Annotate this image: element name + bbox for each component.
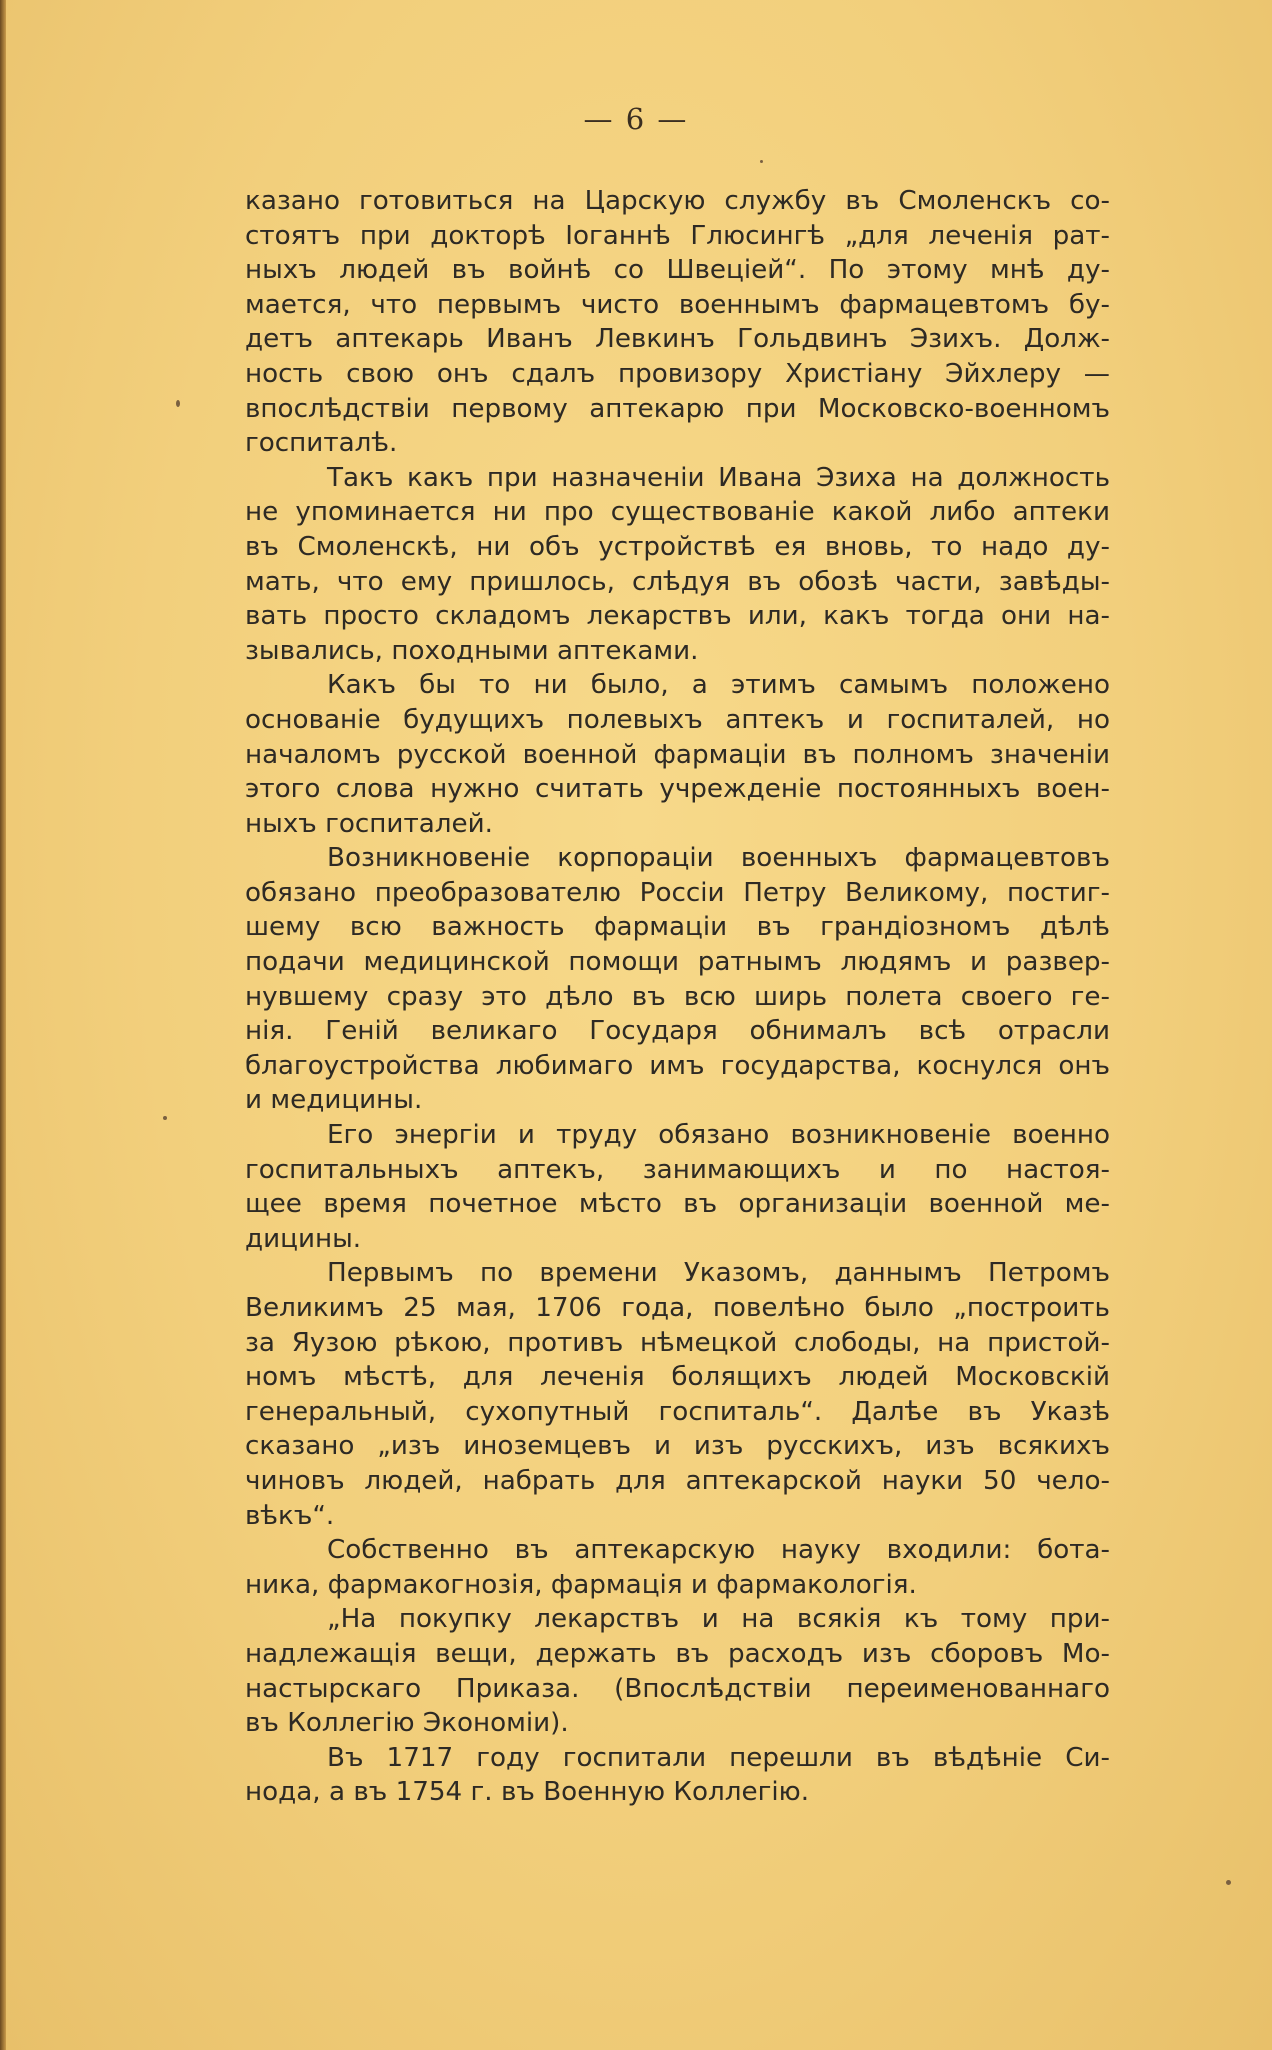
- text-line: генеральный, сухопутный госпиталь“. Далѣе въ Указѣ: [245, 1396, 1110, 1427]
- text-line: подачи медицинской помощи ратнымъ людямъ и развер-: [245, 947, 1110, 978]
- text-line: Возникновеніе корпораціи военныхъ фармацевтовъ: [327, 843, 1110, 874]
- text-line: началомъ русской военной фармаціи въ полномъ значеніи: [245, 739, 1110, 770]
- body-text: [245, 184, 1110, 1810]
- text-line: казано готовиться на Царскую службу въ Смоленскъ со-: [245, 186, 1110, 216]
- ink-speck: [760, 160, 763, 163]
- text-line: зывались, походными аптеками.: [245, 635, 699, 666]
- text-line: шему всю важность фармаціи въ грандіозномъ дѣлѣ: [245, 912, 1110, 943]
- text-line: Великимъ 25 мая, 1706 года, повелѣно было „построить: [245, 1293, 1110, 1323]
- text-line: Такъ какъ при назначеніи Ивана Эзиха на должность: [327, 462, 1110, 493]
- text-line: мается, что первымъ чисто военнымъ фармацевтомъ бу-: [245, 289, 1110, 320]
- text-line: не упоминается ни про существованіе какой либо аптеки: [245, 497, 1110, 528]
- text-line: „На покупку лекарствъ и на всякія къ тому при-: [327, 1604, 1110, 1635]
- text-line: ность свою онъ сдалъ провизору Христіану Эйхлеру —: [245, 358, 1110, 389]
- text-line: Его энергіи и труду обязано возникновеніе военно: [327, 1120, 1110, 1151]
- text-line: госпитальныхъ аптекъ, занимающихъ и по настоя-: [245, 1154, 1110, 1185]
- text-line: нувшему сразу это дѣло въ всю ширь полета своего ге-: [245, 981, 1110, 1012]
- text-line: ныхъ людей въ войнѣ со Швеціей“. По этому мнѣ ду-: [245, 255, 1110, 286]
- text-line: ника, фармакогнозія, фармація и фармакологія.: [245, 1569, 917, 1600]
- text-line: этого слова нужно считать учрежденіе постоянныхъ воен-: [245, 774, 1110, 805]
- text-line: обязано преобразователю Россіи Петру Великому, постиг-: [245, 877, 1110, 908]
- text-line: Первымъ по времени Указомъ, даннымъ Петромъ: [327, 1258, 1110, 1289]
- text-line: надлежащія вещи, держать въ расходъ изъ сборовъ Мо-: [245, 1638, 1110, 1669]
- text-line: Въ 1717 году госпитали перешли въ вѣдѣніе Си-: [327, 1742, 1110, 1773]
- text-line: основаніе будущихъ полевыхъ аптекъ и госпиталей, но: [245, 704, 1110, 735]
- text-line: вѣкъ“.: [245, 1500, 335, 1531]
- text-line: номъ мѣстѣ, для леченія болящихъ людей Московскій: [245, 1362, 1110, 1393]
- text-line: щее время почетное мѣсто въ организаціи военной ме-: [245, 1189, 1110, 1220]
- text-line: благоустройства любимаго имъ государства, коснулся онъ: [245, 1050, 1110, 1081]
- text-line: стоятъ при докторѣ Іоганнѣ Глюсингѣ „для леченія рат-: [245, 220, 1110, 251]
- text-line: чиновъ людей, набрать для аптекарской науки 50 чело-: [245, 1465, 1110, 1496]
- text-line: въ Коллегію Экономіи).: [245, 1708, 569, 1739]
- text-line: настырскаго Приказа. (Впослѣдствіи переименованнаго: [245, 1673, 1110, 1704]
- ink-speck: [176, 400, 180, 407]
- text-line: ныхъ госпиталей.: [245, 808, 493, 839]
- ink-speck: [1226, 1880, 1231, 1885]
- text-line: госпиталѣ.: [245, 428, 398, 459]
- text-line: детъ аптекарь Иванъ Левкинъ Гольдвинъ Эзихъ. Долж-: [245, 324, 1110, 355]
- text-line: вать просто складомъ лекарствъ или, какъ тогда они на-: [245, 601, 1110, 632]
- page-number: — 6 —: [583, 102, 689, 136]
- text-line: Собственно въ аптекарскую науку входили: бота-: [327, 1535, 1110, 1566]
- text-line: и медицины.: [245, 1085, 423, 1116]
- text-line: Какъ бы то ни было, а этимъ самымъ положено: [327, 670, 1110, 701]
- text-line: нода, а въ 1754 г. въ Военную Коллегію.: [245, 1777, 810, 1808]
- text-line: впослѣдствіи первому аптекарю при Московско-военномъ: [245, 393, 1110, 424]
- text-line: сказано „изъ иноземцевъ и изъ русскихъ, изъ всякихъ: [245, 1431, 1110, 1462]
- text-line: за Яузою рѣкою, противъ нѣмецкой слободы, на пристой-: [245, 1327, 1110, 1358]
- ink-speck: [163, 1116, 167, 1120]
- text-line: въ Смоленскѣ, ни объ устройствѣ ея вновь, то надо ду-: [245, 531, 1110, 562]
- text-line: мать, что ему пришлось, слѣдуя въ обозѣ части, завѣды-: [245, 566, 1110, 597]
- text-line: нія. Геній великаго Государя обнималъ всѣ отрасли: [245, 1016, 1110, 1047]
- text-line: дицины.: [245, 1223, 362, 1254]
